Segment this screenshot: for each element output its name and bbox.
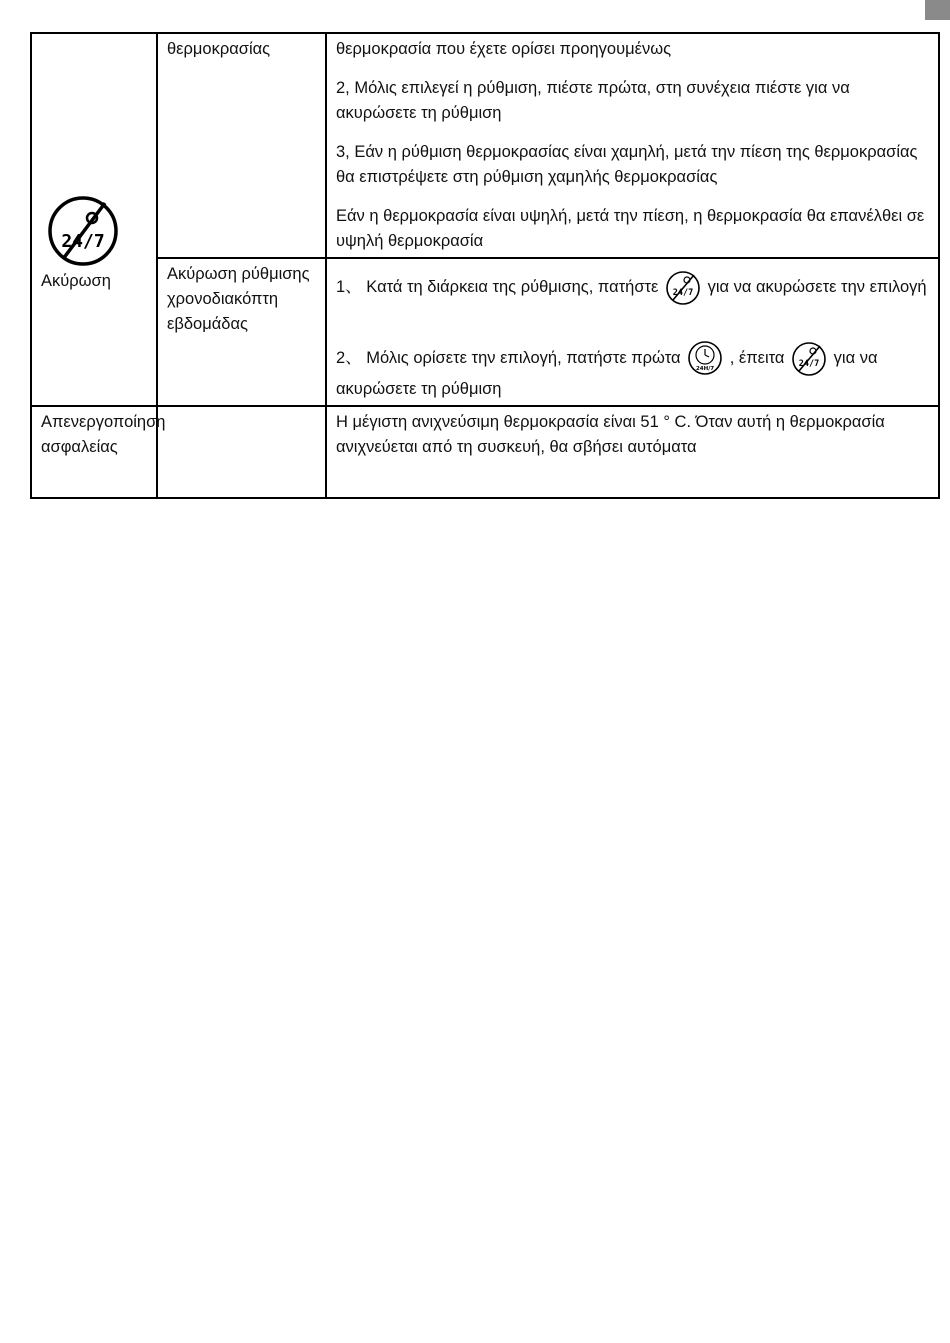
- function-cell-safety: Απενεργοποίηση ασφαλείας: [31, 406, 157, 498]
- table-row: [31, 406, 939, 498]
- description-line: 3, Εάν η ρύθμιση θερμοκρασίας είναι χαμηλή, μετά την πίεση της θερμοκρασίας θα επιστρέψετε στη ρύθμιση χαμηλής θερμοκρασίας: [336, 143, 918, 186]
- table-row: [31, 258, 939, 406]
- instruction-table: [30, 32, 940, 499]
- weekly-timer-icon: [687, 339, 723, 377]
- setting-cell: Ακύρωση ρύθμισης χρονοδιακόπτη εβδομάδας: [157, 258, 326, 406]
- setting-cell: [157, 406, 326, 498]
- description-cell: [326, 258, 939, 406]
- description-line: 2, Μόλις επιλεγεί η ρύθμιση, πιέστε πρώτα, στη συνέχεια πιέστε για να ακυρώσετε τη ρύθμιση: [336, 79, 850, 122]
- description-line: Εάν η θερμοκρασία είναι υψηλή, μετά την πίεση, η θερμοκρασία θα επανέλθει σε υψηλή θερμοκρασία: [336, 207, 925, 250]
- description-line: θερμοκρασία που έχετε ορίσει προηγουμένως: [336, 40, 672, 58]
- svg-text:24/7: 24/7: [672, 288, 694, 298]
- page-corner-tab: [925, 0, 950, 20]
- no-24-7-timer-icon: [43, 195, 123, 267]
- table-row: [31, 33, 939, 258]
- function-cell-cancel: [31, 33, 157, 406]
- svg-text:24H/7: 24H/7: [696, 366, 715, 372]
- svg-text:24/7: 24/7: [61, 231, 105, 252]
- setting-cell: θερμοκρασίας: [157, 33, 326, 258]
- function-label: Ακύρωση: [41, 272, 111, 290]
- cancel-24-7-icon: [665, 268, 701, 306]
- description-cell: [326, 33, 939, 258]
- description-cell: Η μέγιστη ανιχνεύσιμη θερμοκρασία είναι 51 ° C. Όταν αυτή η θερμοκρασία ανιχνεύεται από τη συσκευή, θα σβήσει αυτόματα: [326, 406, 939, 498]
- svg-text:24/7: 24/7: [798, 359, 820, 369]
- step-1-line: 1、 Κατά τη διάρκεια της ρύθμισης, πατήστε 24/7 για να ακυρώσετε την επιλογή: [336, 268, 930, 306]
- step-2-line: 2、 Μόλις ορίσετε την επιλογή, πατήστε πρώτα 24H/7 , έπειτα 24/7 για να ακυρώσετε τη ρύθμιση: [336, 339, 930, 402]
- cancel-24-7-icon: [791, 339, 827, 377]
